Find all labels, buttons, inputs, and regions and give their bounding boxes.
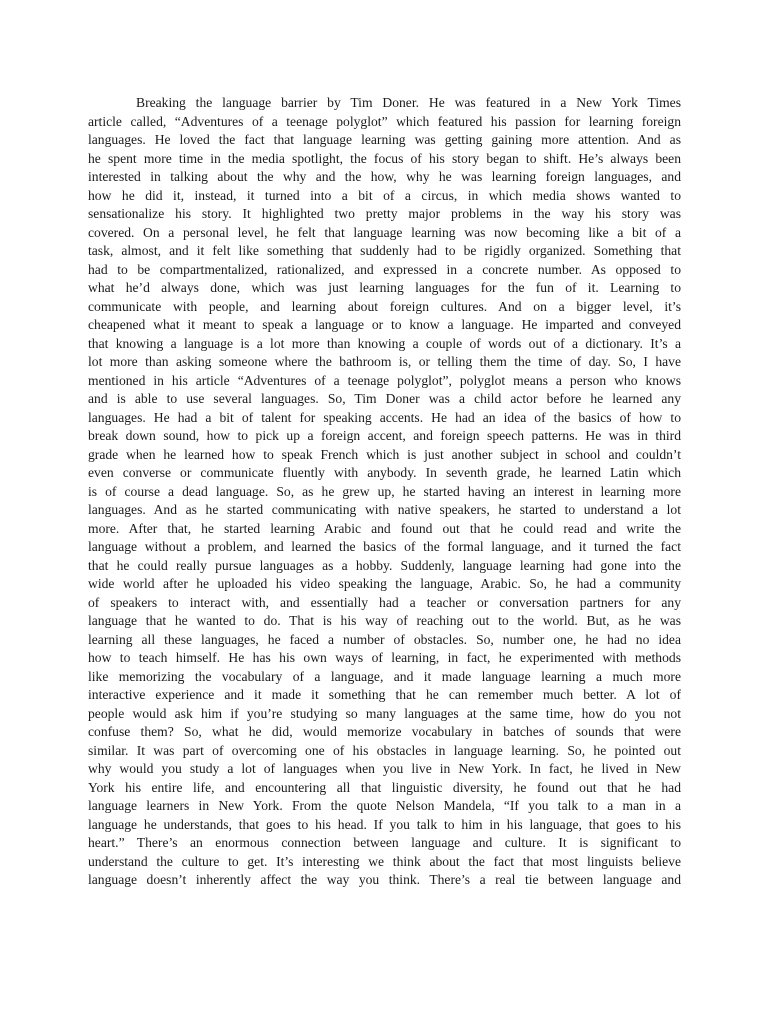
text-line: what he’d always done, which was just learning languages for the fun of it. Learning to (88, 280, 681, 295)
text-line: like memorizing the vocabulary of a language, and it made language learning a much more (88, 668, 681, 684)
text-line: interactive experience and it made it something that he can remember much better. A lot of (88, 687, 681, 702)
text-line: wide world after he uploaded his video speaking the language, Arabic. So, he had a community (88, 576, 681, 591)
text-line: languages. And as he started communicating with native speakers, he started to understand a lot (88, 502, 681, 517)
text-line: how he did it, instead, it turned into a bit of a circus, in which media shows wanted to (88, 187, 681, 203)
text-line: of speakers to interact with, and essentially had a teacher or conversation partners for any (88, 594, 681, 610)
text-line: confuse them? So, what he did, would memorize vocabulary in batches of sounds that were (88, 724, 681, 739)
text-line: that he could really pursue languages as a hobby. Suddenly, language learning had gone into the (88, 557, 681, 573)
text-line: covered. On a personal level, he felt that language learning was now becoming like a bit of a (88, 224, 681, 240)
text-line: sensationalize his story. It highlighted two pretty major problems in the way his story was (88, 206, 681, 221)
text-line: language learners in New York. From the quote Nelson Mandela, “If you talk to a man in a (88, 798, 681, 813)
text-line: people would ask him if you’re studying so many languages at the same time, how do you not (88, 705, 681, 721)
text-line: grade when he learned how to speak French which is just another subject in school and couldn’t (88, 446, 681, 462)
text-line: learning all these languages, he faced a number of obstacles. So, number one, he had no idea (88, 631, 681, 647)
text-line: how to teach himself. He has his own ways of learning, in fact, he experimented with methods (88, 650, 681, 665)
body-paragraph (88, 94, 681, 890)
text-line: York his entire life, and encountering all that linguistic diversity, he found out that he had (88, 779, 681, 795)
text-line: task, almost, and it felt like something that suddenly had to be rigidly organized. Something that (88, 243, 681, 258)
text-line: language without a problem, and learned the basics of the formal language, and it turned the fact (88, 539, 681, 554)
text-line: language that he wanted to do. That is his way of reaching out to the world. But, as he was (88, 613, 681, 628)
text-line: communicate with people, and learning about foreign cultures. And on a bigger level, it’s (88, 298, 681, 314)
text-line: even converse or communicate fluently with anybody. In seventh grade, he learned Latin which (88, 465, 681, 480)
text-line: cheapened what it meant to speak a language or to know a language. He imparted and conveyed (88, 317, 681, 332)
text-line: languages. He loved the fact that language learning was getting gaining more attention. And as (88, 132, 681, 147)
text-line: had to be compartmentalized, rationalized, and expressed in a concrete number. As opposed to (88, 261, 681, 277)
text-line: heart.” There’s an enormous connection between language and culture. It is significant to (88, 835, 681, 850)
text-line: more. After that, he started learning Arabic and found out that he could read and write the (88, 520, 681, 536)
text-line: similar. It was part of overcoming one of his obstacles in language learning. So, he pointed out (88, 742, 681, 758)
text-line: is of course a dead language. So, as he grew up, he started having an interest in learning more (88, 483, 681, 499)
text-line: why would you study a lot of languages when you live in New York. In fact, he lived in New (88, 761, 681, 776)
text-line: that knowing a language is a lot more than knowing a couple of words out of a dictionary. It’s a (88, 335, 681, 351)
text-line: interested in talking about the why and the how, why he was learning foreign languages, and (88, 169, 681, 184)
text-line: he spent more time in the media spotlight, the focus of his story began to shift. He’s always been (88, 150, 681, 166)
text-line: mentioned in his article “Adventures of a teenage polyglot”, polyglot means a person who knows (88, 372, 681, 388)
text-line: language doesn’t inherently affect the way you think. There’s a real tie between language and (88, 872, 681, 887)
text-line: understand the culture to get. It’s interesting we think about the fact that most linguists believe (88, 853, 681, 869)
text-line: languages. He had a bit of talent for speaking accents. He had an idea of the basics of how to (88, 409, 681, 425)
text-line: lot more than asking someone where the bathroom is, or telling them the time of day. So, I have (88, 354, 681, 369)
text-line: break down sound, how to pick up a foreign accent, and foreign speech patterns. He was in third (88, 428, 681, 443)
text-line: Breaking the language barrier by Tim Doner. He was featured in a New York Times (136, 95, 681, 110)
text-line: article called, “Adventures of a teenage polyglot” which featured his passion for learning foreign (88, 113, 681, 129)
text-line: and is able to use several languages. So, Tim Doner was a child actor before he learned any (88, 391, 681, 406)
text-line: language he understands, that goes to his head. If you talk to him in his language, that goes to his (88, 816, 681, 832)
